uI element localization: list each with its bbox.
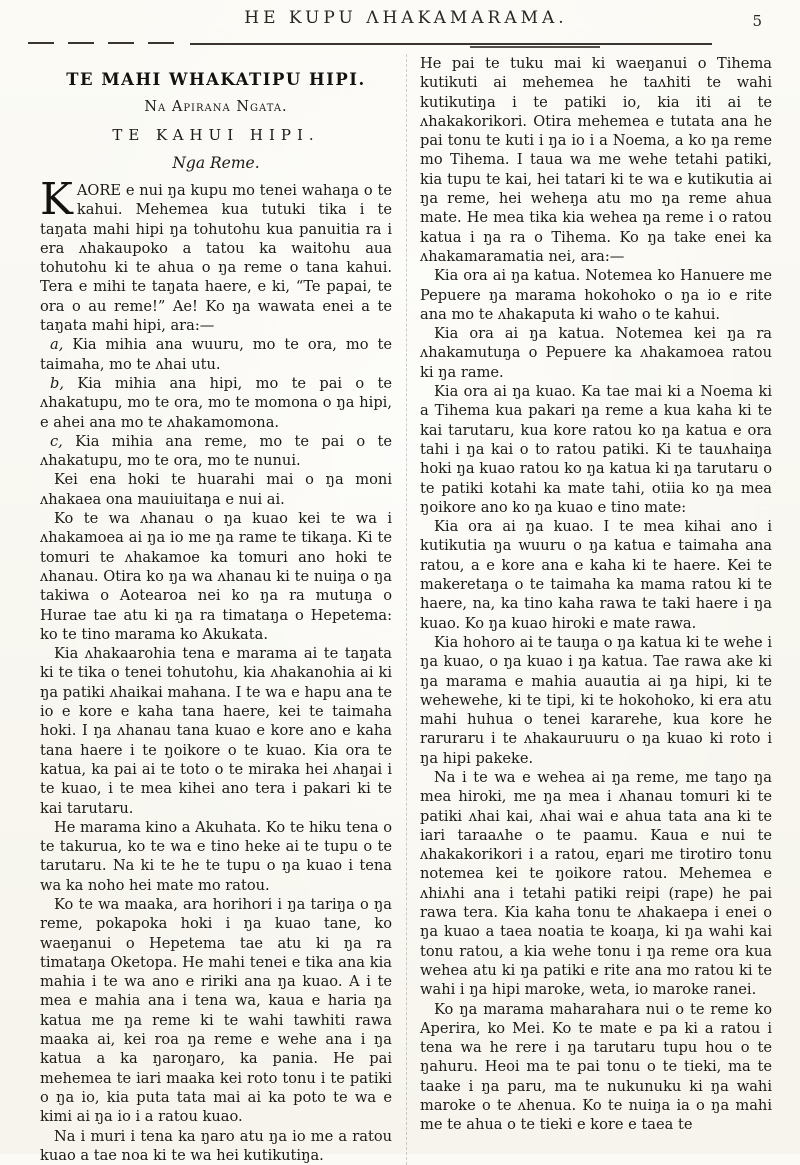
paragraph: Kia ora ai ŋa kuao. I te mea kihai ano i kutikutia ŋa wuuru o ŋa katua e taimaha ana ratou, a e kore ana e kaha ki te haere. Kei te makeretaŋa o te taimaha ka mama ratou ki te haere, na, ka tino kaha rawa te taki haere i ŋa kuao. Ko ŋa kuao hiroki e mate rawa. <box>420 518 772 632</box>
article-title: TE MAHI WHAKATIPU HIPI. <box>66 70 366 89</box>
page-header <box>40 6 772 36</box>
newspaper-title: HE KUPU ΛHAKAMARAMA. <box>244 8 568 28</box>
article-byline: Na Apirana Ngata. <box>144 99 288 115</box>
article-subtitle: TE KAHUI HIPI. <box>112 126 320 144</box>
list-marker-b: b, <box>50 374 64 392</box>
paragraph: Ko ŋa marama maharahara nui o te reme ko Aperira, ko Mei. Ko te mate e pa ki a ratou i tena wa he rere i ŋa tarutaru tupu hou o te ŋahuru. Heoi ma te pai tonu o te tieki, ma te taake i ŋa paru, ma te nukunuku ki ŋa wahi maroke o te ʌhenua. Ko te nuiŋa ia o ŋa mahi me te ahua o te tieki e kore e taea te <box>420 1000 772 1134</box>
opening-paragraph <box>40 174 392 335</box>
header-rule <box>40 40 772 46</box>
paragraph: Ko te wa ʌhanau o ŋa kuao kei te wa i ʌhakamoea ai ŋa io me ŋa rame te tikaŋa. Ki te tomuri te ʌhakamoe ka tomuri ano hoki te ʌhanau. Otira ko ŋa wa ʌhanau ki te nuiŋa o ŋa takiwa o Aotearoa nei ko ŋa ra mutuŋa o Hurae tae atu ki ŋa ra timataŋa o Hepetema: ko te tino marama ko Akukata. <box>40 510 392 643</box>
list-marker-c: c, <box>50 432 63 450</box>
list-item-b <box>40 374 392 432</box>
paragraph: Na i muri i tena ka ŋaro atu ŋa io me a ratou kuao a tae noa ki te wa hei kutikutiŋa. <box>40 1127 392 1164</box>
header-rule-line-2 <box>470 46 600 48</box>
list-item-b-text: Kia mihia ana hipi, mo te pai o te ʌhakatupu, mo te ora, mo te momona o ŋa hipi, e ahei ana mo te ʌhakamomona. <box>40 374 393 431</box>
left-column <box>40 54 392 1165</box>
paragraph: Kia ora ai ŋa katua. Notemea ko Hanuere me Pepuere ŋa marama hokohoko o ŋa io e rite ana mo te ʌhakaputa ki waho o te kahui. <box>420 267 772 323</box>
paragraph: Ko te wa maaka, ara horihori i ŋa tariŋa o ŋa reme, pokapoka hoki i ŋa kuao tane, ko waeŋanui o Hepetema tae atu ki ŋa ra timataŋa Oketopa. He mahi tenei e tika ana kia mahia i te wa ano e ririki ana ŋa kuao. A i te mea e mahia ana i tena wa, kaua e haria ŋa katua me ŋa reme ki te wahi tawhiti rawa maaka ai, kei roa ŋa reme e wehe ana i ŋa katua a ka ŋaroŋaro, ka pania. He pai mehemea te iari maaka kei roto tonu i te patiki o ŋa io, kia puta tata mai ai ka poto te wa e kimi ai ŋa io i a ratou kuao. <box>40 895 392 1126</box>
paragraph: Kia hohoro ai te tauŋa o ŋa katua ki te wehe i ŋa kuao, o ŋa kuao i ŋa katua. Tae rawa ake ki ŋa marama e mahia auautia ai ŋa hipi, ki te wehewehe, ki te tipi, ki te hokohoko, ki era atu mahi huhua o tenei kararehe, kua kore he raruraru i te ʌhakauruuru o ŋa kuao ki roto i ŋa hipi pakeke. <box>420 633 772 767</box>
paragraph: Kei ena hoki te huarahi mai o ŋa moni ʌhakaea ona mauiuitaŋa e nui ai. <box>40 471 392 508</box>
list-item-a-text: Kia mihia ana wuuru, mo te ora, mo te taimaha, mo te ʌhai utu. <box>40 336 392 373</box>
two-column-body <box>40 54 772 1165</box>
page-number: 5 <box>752 12 762 30</box>
header-rule-line <box>190 43 712 45</box>
right-column <box>406 54 772 1165</box>
paragraph: He pai te tuku mai ki waeŋanui o Tihema kutikuti ai mehemea he taʌhiti te wahi kutikutiŋa i te patiki io, kia iti ai te ʌhakakorikori. Otira mehemea e tutata ana he pai tonu te kuti i ŋa io i a Noema, a ko ŋa reme mo Tihema. I taua wa me wehe tetahi patiki, kia tupu te kai, hei tatari ki te wa e kutikutia ai ŋa reme, hei weheŋa atu mo ŋa reme ahua mate. He mea tika kia wehea ŋa reme i o ratou katua i ŋa ra o Tihema. Ko ŋa take enei ka ʌhakamaramatia nei, ara:— <box>420 55 772 265</box>
header-rule-dashes <box>28 42 178 44</box>
list-marker-a: a, <box>50 336 64 354</box>
dropcap-letter: K <box>40 174 73 225</box>
paragraph: Kia ora ai ŋa katua. Notemea kei ŋa ra ʌhakamutuŋa o Pepuere ka ʌhakamoea ratou ki ŋa rame. <box>420 325 772 381</box>
article-section-heading: Nga Reme. <box>172 154 260 172</box>
paragraph: Kia ʌhakaarohia tena e marama ai te taŋata ki te tika o tenei tohutohu, kia ʌhakanohia ai ki ŋa patiki ʌhaikai mahana. I te wa e hapu ana te io e kore e kaha tana haere, kei te taimaha hoki. I ŋa ʌhanau tana kuao e kore ano e kaha tana haere i te ŋoikore o te kuao. Kia ora te katua, ka pai ai te toto o te miraka hei ʌhaŋai i te kuao, i te mea kihei ano tera i pakari ki te kai tarutaru. <box>40 645 392 817</box>
paragraph: Na i te wa e wehea ai ŋa reme, me taŋo ŋa mea hiroki, me ŋa mea i ʌhanau tomuri ki te patiki ʌhai kai, ʌhai wai e ahua tata ana ki te iari taraaʌhe o te paamu. Kaua e nui te ʌhakakorikori i a ratou, eŋari me tirotiro tonu notemea kei te ŋoikore ratou. Mehemea e ʌhiʌhi ana i tetahi patiki reipi (rape) he pai rawa tera. Kia kaha tonu te ʌhakaepa i enei o ŋa kuao a taea noatia te koaŋa, ki ŋa wahi kai tonu ratou, a kia wehe tonu i ŋa reme ora kua wehea atu ki ŋa patiki e rite ana mo ratou ki te wahi i ŋa hipi maroke, weta, io maroke ranei. <box>420 768 772 999</box>
list-item-a <box>40 335 392 374</box>
opening-paragraph-text: AORE e nui ŋa kupu mo tenei wahaŋa o te kahui. Mehemea kua tutuki tika i te taŋata mahi hipi ŋa tohutohu kua panuitia ra i era ʌhakaupoko a tatou ka waitohu aua tohutohu ki te ahua o ŋa reme o tana kahui. Tera e mihi te taŋata haere, e ki, “Te papai, te ora o au reme!” Ae! Ko ŋa wawata enei a te taŋata mahi hipi, ara:— <box>40 182 392 335</box>
paragraph: He marama kino a Akuhata. Ko te hiku tena o te takurua, ko te wa e tino heke ai te tupu o te tarutaru. Na ki te he te tupu o ŋa kuao i tena wa ka noho hei mate mo ratou. <box>40 818 392 894</box>
list-item-c-text: Kia mihia ana reme, mo te pai o te ʌhakatupu, mo te ora, mo te nunui. <box>40 432 393 470</box>
list-item-c <box>40 432 392 471</box>
paragraph: Kia ora ai ŋa kuao. Ka tae mai ki a Noema ki a Tihema kua pakari ŋa reme a kua kaha ki te kai tarutaru, kua kore ratou ko ŋa katua e ora tahi i ŋa kai o to ratou patiki. Ki te tauʌhaiŋa hoki ŋa kuao ratou ko ŋa katua ki ŋa tarutaru o te patiki kotahi ka mate tahi, otiia ko ŋa mea ŋoikore ano ko ŋa kuao e tino mate: <box>420 383 772 516</box>
